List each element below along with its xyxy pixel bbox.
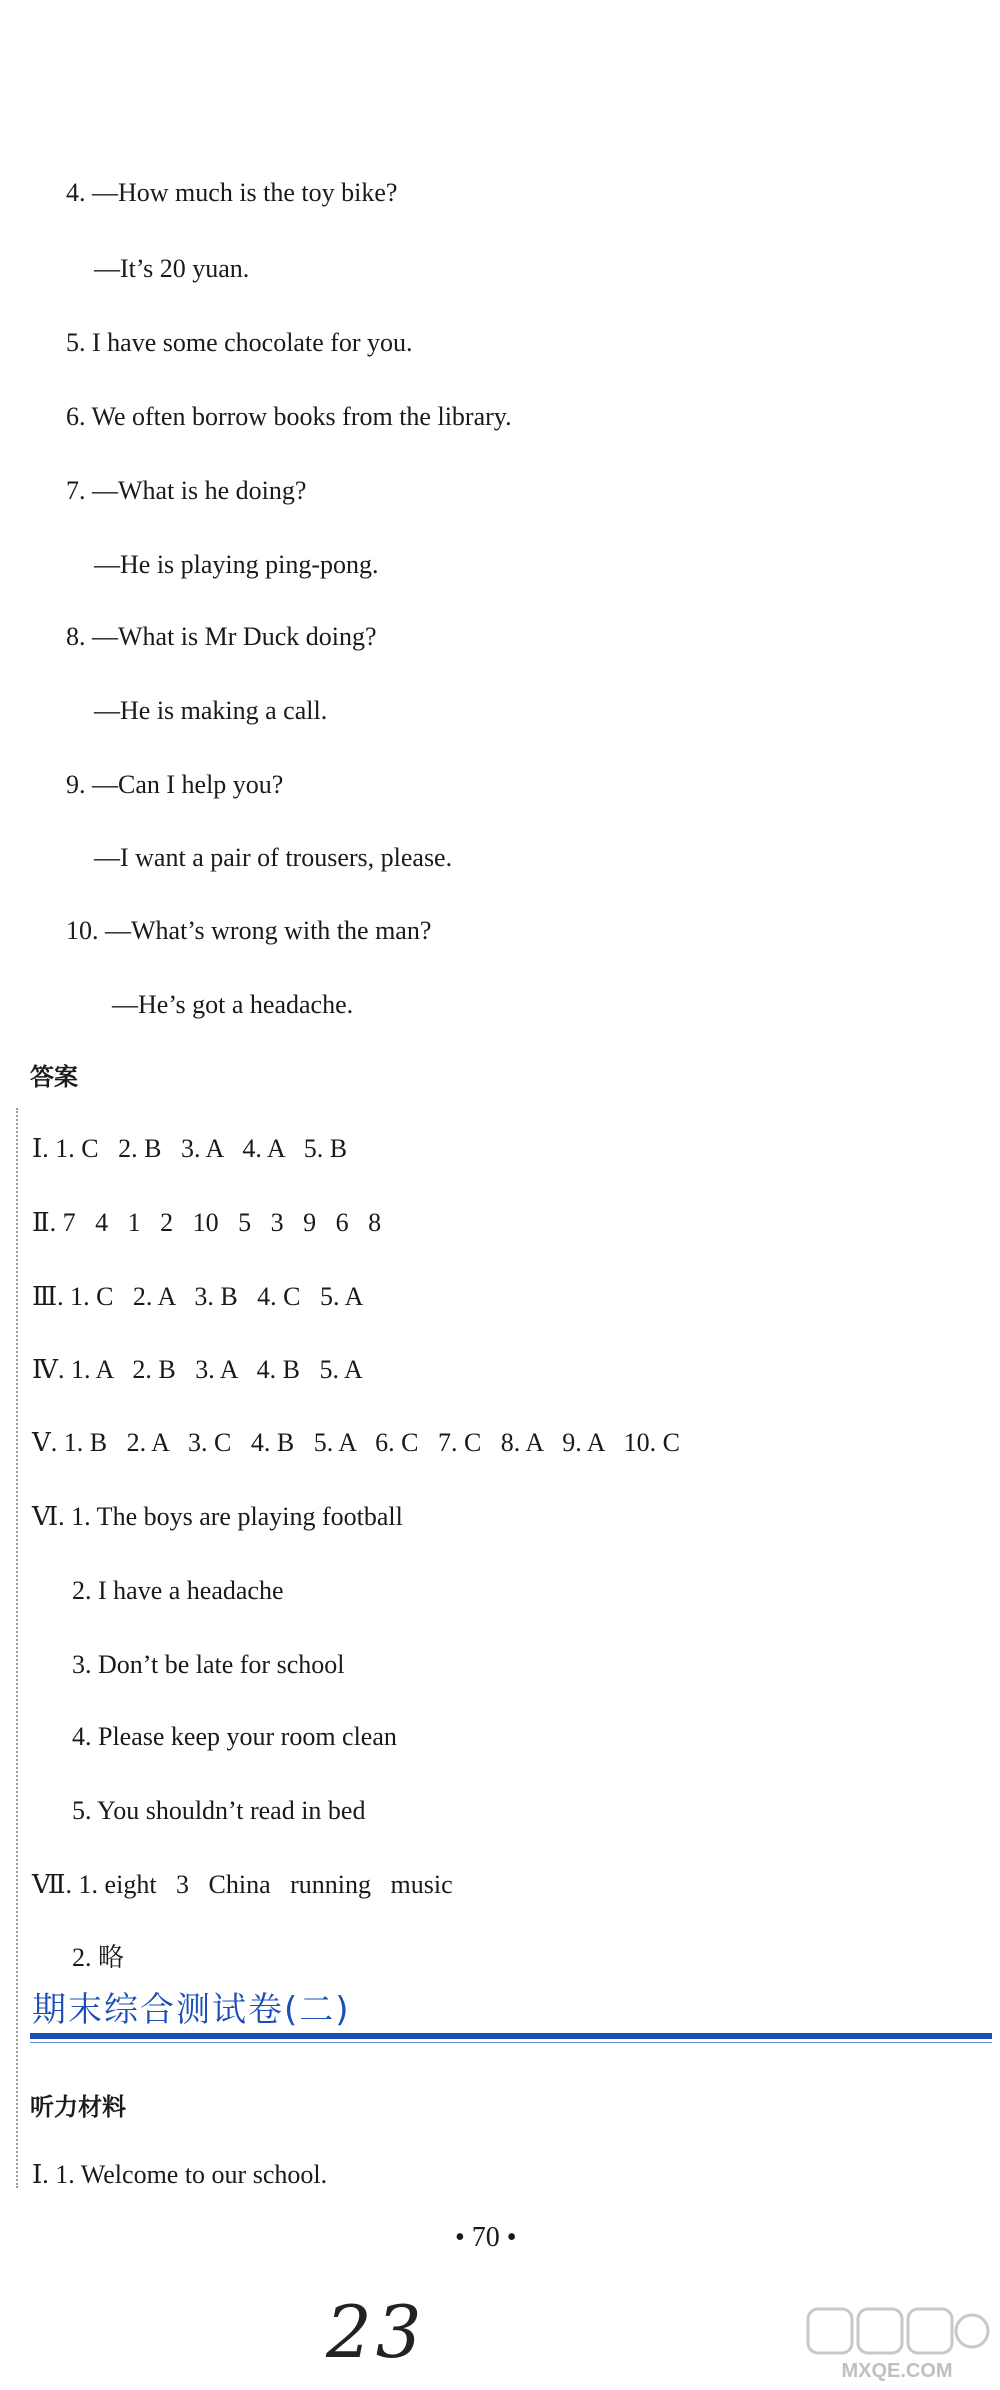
answer-part-5: Ⅴ. 1. B 2. A 3. C 4. B 5. A 6. C 7. C 8. A 9. A 10. C: [32, 1428, 680, 1457]
handwritten-note: 23: [326, 2290, 426, 2374]
answer-part-2: Ⅱ. 7 4 1 2 10 5 3 9 6 8: [32, 1208, 382, 1237]
answer-part-6-1: Ⅵ. 1. The boys are playing football: [32, 1502, 403, 1531]
answer-part-6-3: 3. Don’t be late for school: [72, 1650, 345, 1679]
listening-line-9a: —I want a pair of trousers, please.: [94, 843, 453, 872]
listening-line-8q: 8. —What is Mr Duck doing?: [66, 622, 377, 651]
section-title-rule: [30, 2033, 992, 2039]
section-title: 期末综合测试卷(二): [32, 1990, 351, 2030]
answer-part-3: Ⅲ. 1. C 2. A 3. B 4. C 5. A: [32, 1282, 364, 1311]
listening-line-9q: 9. —Can I help you?: [66, 770, 284, 799]
answer-part-4: Ⅳ. 1. A 2. B 3. A 4. B 5. A: [32, 1355, 363, 1384]
listening-line-10a: —He’s got a headache.: [112, 990, 354, 1019]
listening-line-7q: 7. —What is he doing?: [66, 476, 307, 505]
answer-part-6-2: 2. I have a headache: [72, 1576, 284, 1605]
listening-line-4q: 4. —How much is the toy bike?: [66, 178, 398, 207]
listening-line-5: 5. I have some chocolate for you.: [66, 328, 413, 357]
listening-line-7a: —He is playing ping-pong.: [94, 550, 379, 579]
answer-part-1: Ⅰ. 1. C 2. B 3. A 4. A 5. B: [32, 1134, 348, 1163]
listening-line-8a: —He is making a call.: [94, 696, 328, 725]
answer-part-7-1: Ⅶ. 1. eight 3 China running music: [32, 1870, 453, 1899]
watermark-logo: [802, 2305, 992, 2385]
answer-part-6-4: 4. Please keep your room clean: [72, 1722, 397, 1751]
watermark-text: MXQE.COM: [841, 2360, 953, 2382]
answers-heading: 答案: [30, 1063, 78, 1091]
watermark-logo-icon: [802, 2305, 992, 2385]
answer-part-6-5: 5. You shouldn’t read in bed: [72, 1796, 366, 1825]
listening-line-10q: 10. —What’s wrong with the man?: [66, 916, 432, 945]
section-title-rule-thin: [30, 2042, 992, 2043]
listening-line-4a: —It’s 20 yuan.: [94, 254, 250, 283]
next-section-first-line: Ⅰ. 1. Welcome to our school.: [32, 2160, 328, 2189]
answers-dotted-margin: [16, 1108, 18, 2188]
page-number: • 70 •: [455, 2222, 517, 2253]
listening-heading: 听力材料: [30, 2093, 126, 2121]
listening-line-6: 6. We often borrow books from the library.: [66, 402, 512, 431]
answer-part-7-2: 2. 略: [72, 1943, 125, 1972]
